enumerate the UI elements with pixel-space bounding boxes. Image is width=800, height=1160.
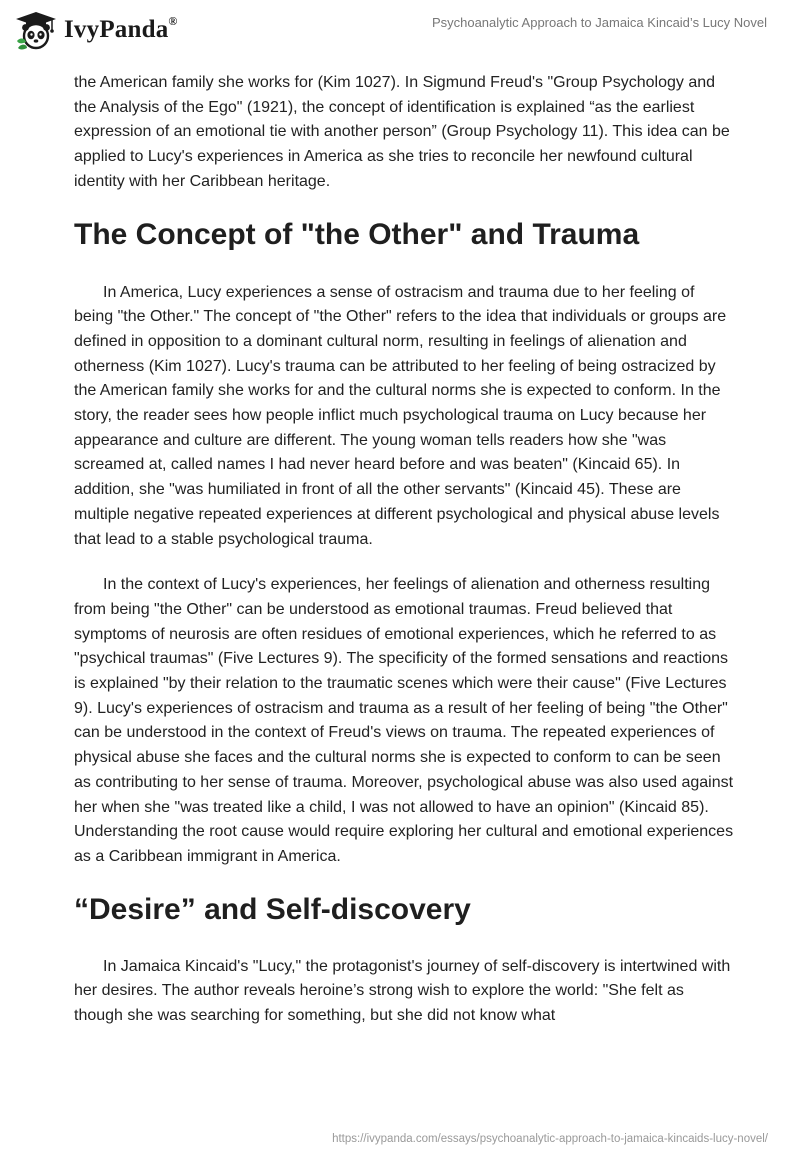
panda-graduate-icon <box>14 10 58 50</box>
body-paragraph: In Jamaica Kincaid's "Lucy," the protagonist's journey of self-discovery is intertwined with her desires. The author reveals heroine’s strong wish to explore the world: "She felt as though she was searching for something, but she did not know what <box>74 957 731 1025</box>
source-url[interactable]: https://ivypanda.com/essays/psychoanalytic-approach-to-jamaica-kincaids-lucy-novel/ <box>332 1133 768 1145</box>
document-title: Psychoanalytic Approach to Jamaica Kincaid’s Lucy Novel <box>431 15 767 30</box>
page-header <box>0 0 800 60</box>
section-heading-other-trauma: The Concept of "the Other" and Trauma <box>74 217 640 251</box>
body-paragraph: In the context of Lucy's experiences, her feelings of alienation and otherness resulting from being "the Other" can be understood as emotional traumas. Freud believed that symptoms of neurosis are often residues of emotional experiences, which he referred to as "psychical traumas" (Five Lectures 9). The specificity of the formed sensations and reactions is explained "by their relation to the traumatic scenes which were their cause" (Five Lectures 9). Lucy's experiences of ostracism and trauma as a result of her feeling of being "the Other" can be understood in the context of Freud's views on trauma. The repeated experiences of physical abuse she faces and the cultural norms she is expected to conform to can be seen as contributing to her sense of trauma. Moreover, psychological abuse was also used against her when she "was treated like a child, I was not allowed to have an opinion" (Kincaid 85). Understanding the root cause would require exploring her cultural and emotional experiences as a Caribbean immigrant in America. <box>74 576 734 865</box>
brand-logo[interactable] <box>14 10 178 50</box>
section-heading-desire-self-discovery: “Desire” and Self-discovery <box>74 892 471 926</box>
registered-mark: ® <box>168 14 178 28</box>
intro-paragraph: the American family she works for (Kim 1027). In Sigmund Freud's "Group Psychology and the Analysis of the Ego" (1921), the concept of identification is explained “as the earliest expression of an emotional tie with another person” (Group Psychology 11). This idea can be applied to Lucy's experiences in America as she tries to reconcile her newfound cultural identity with her Caribbean heritage. <box>74 74 730 190</box>
body-paragraph: In America, Lucy experiences a sense of ostracism and trauma due to her feeling of being "the Other." The concept of "the Other" refers to the idea that individuals or groups are defined in opposition to a dominant cultural norm, resulting in feelings of alienation and otherness (Kim 1027). Lucy's trauma can be attributed to her feeling of being ostracized by the American family she works for and the cultural norms she is expected to conform. In the story, the reader sees how people inflict much psychological trauma on Lucy because her appearance and culture are different. The young woman tells readers how she "was screamed at, called names I had never heard before and was beaten" (Kincaid 65). In addition, she "was humiliated in front of all the other servants" (Kincaid 45). These are multiple negative repeated experiences at different psychological and physical abuse levels that lead to a stable psychological trauma. <box>74 283 727 548</box>
essay-body <box>74 71 734 1029</box>
brand-name: IvyPanda® <box>64 14 178 43</box>
